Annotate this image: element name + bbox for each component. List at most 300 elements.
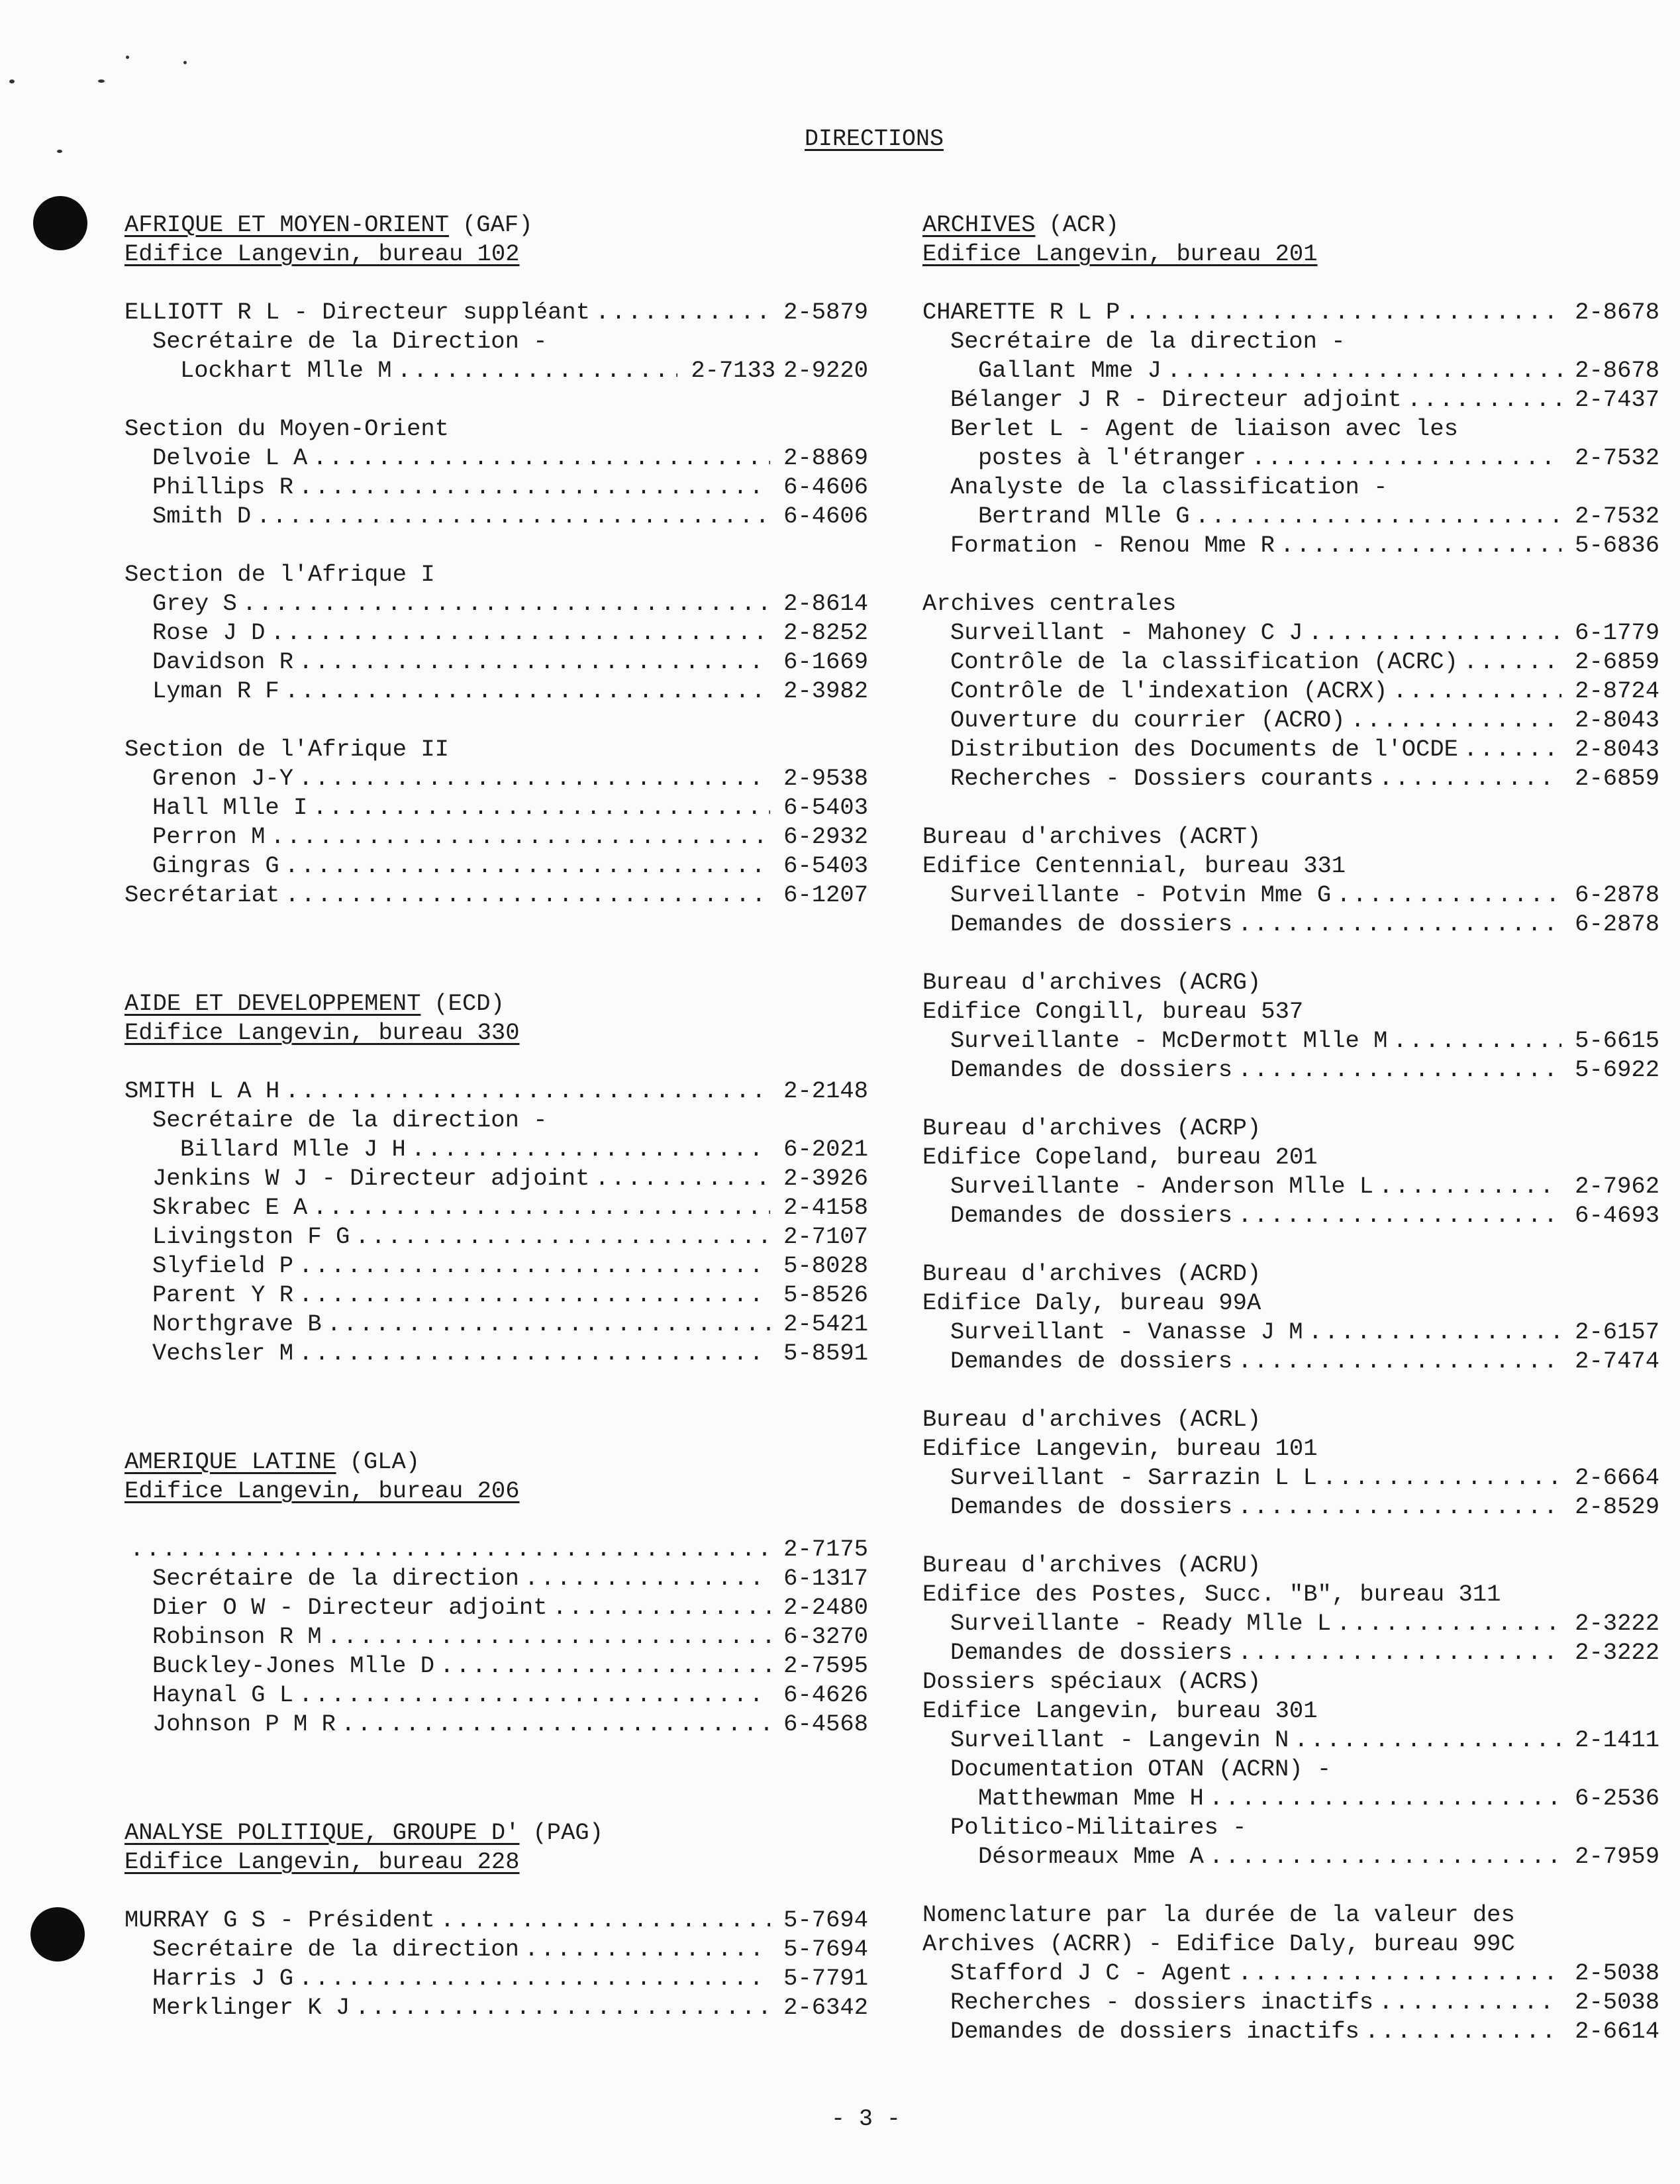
entry-name: Secrétariat xyxy=(124,881,280,909)
dot-leader xyxy=(299,1281,770,1310)
entry-name: Secrétaire de la Direction - xyxy=(152,328,548,355)
entry-name: Secrétaire de la direction xyxy=(152,1936,519,1963)
page-number: - 3 - xyxy=(831,2106,901,2132)
directory-entry xyxy=(124,1993,868,2022)
entry-name: Edifice Langevin, bureau 301 xyxy=(922,1697,1318,1724)
scan-speck xyxy=(126,56,129,59)
directory-entry xyxy=(922,1405,1659,1434)
entry-name: Section du Moyen-Orient xyxy=(124,415,449,442)
entry-name: Bureau d'archives (ACRL) xyxy=(922,1406,1261,1433)
dot-leader xyxy=(1238,1638,1561,1667)
directory-entry xyxy=(124,1593,868,1622)
dot-leader xyxy=(1238,1056,1561,1085)
entry-name: Recherches - Dossiers courants xyxy=(950,765,1374,792)
entry-phone: 2-7962 xyxy=(1575,1173,1659,1200)
page-title: DIRECTIONS xyxy=(805,126,944,152)
entry-phone: 6-4568 xyxy=(783,1711,868,1738)
directory-section xyxy=(124,211,868,910)
spacer xyxy=(922,1522,1659,1551)
entry-phone: 2-7474 xyxy=(1575,1348,1659,1375)
directory-entry xyxy=(922,677,1659,706)
entry-phone: 2-6859 xyxy=(1575,765,1659,792)
directory-entry xyxy=(922,2017,1659,2046)
dot-leader xyxy=(1309,1318,1562,1347)
dot-leader xyxy=(327,1622,771,1652)
entry-name: Archives centrales xyxy=(922,590,1177,617)
section-code: (ACR) xyxy=(1048,211,1119,238)
dot-leader xyxy=(1365,2017,1561,2046)
entry-name: Edifice Congill, bureau 537 xyxy=(922,998,1304,1025)
entry-phone: 2-7437 xyxy=(1575,386,1659,413)
entry-name: Edifice Copeland, bureau 201 xyxy=(922,1144,1318,1171)
entry-name: Gallant Mme J xyxy=(978,357,1161,384)
entry-phone: 2-3926 xyxy=(783,1165,868,1192)
dot-leader xyxy=(313,1193,770,1222)
entry-name: Stafford J C - Agent xyxy=(950,1960,1233,1987)
entry-phone: 2-6614 xyxy=(1575,2018,1659,2045)
dot-leader xyxy=(299,648,770,677)
entry-name: Bureau d'archives (ACRP) xyxy=(922,1115,1261,1142)
entry-phone: 2-6859 xyxy=(1575,648,1659,675)
section-spacer xyxy=(124,910,868,989)
dot-leader xyxy=(1379,1172,1561,1201)
dot-leader xyxy=(1379,764,1561,793)
entry-name: Davidson R xyxy=(152,648,294,675)
directory-entry xyxy=(922,415,1659,444)
directory-entry xyxy=(922,1318,1659,1347)
section-title: AMERIQUE LATINE xyxy=(124,1448,336,1475)
entry-name: Northgrave B xyxy=(152,1311,322,1338)
dot-leader xyxy=(553,1593,771,1622)
directory-entry xyxy=(124,415,868,444)
entry-phone: 6-5403 xyxy=(783,794,868,821)
entry-phone: 6-5403 xyxy=(783,852,868,879)
dot-leader xyxy=(397,356,678,385)
spacer xyxy=(922,1230,1659,1260)
directory-entry xyxy=(922,997,1659,1026)
directory-entry xyxy=(922,327,1659,356)
entry-name: ELLIOTT R L - Directeur suppléant xyxy=(124,299,591,326)
directory-section xyxy=(922,211,1659,2046)
entry-phone: 5-6922 xyxy=(1575,1056,1659,1083)
punch-hole-bottom xyxy=(30,1907,85,1961)
scan-speck xyxy=(57,150,62,153)
directory-entry xyxy=(922,502,1659,531)
directory-entry xyxy=(124,1710,868,1739)
dot-leader xyxy=(130,1535,770,1564)
directory-entry xyxy=(922,1201,1659,1230)
directory-entry xyxy=(922,706,1659,735)
directory-entry xyxy=(922,1638,1659,1667)
entry-name: Section de l'Afrique I xyxy=(124,561,435,588)
spacer xyxy=(124,269,868,298)
scan-speck xyxy=(98,79,105,83)
directory-entry xyxy=(922,1172,1659,1201)
dot-leader xyxy=(270,619,770,648)
entry-phone: 2-6157 xyxy=(1575,1318,1659,1346)
dot-leader xyxy=(313,444,770,473)
dot-leader xyxy=(327,1310,771,1339)
section-spacer xyxy=(124,1368,868,1448)
section-title: AIDE ET DEVELOPPEMENT xyxy=(124,990,421,1017)
directory-entry xyxy=(922,531,1659,560)
entry-name: Harris J G xyxy=(152,1965,294,1992)
dot-leader xyxy=(1252,444,1561,473)
entry-name: Grey S xyxy=(152,590,237,617)
directory-entry xyxy=(922,1289,1659,1318)
section-building: Edifice Langevin, bureau 228 xyxy=(124,1848,520,1875)
dot-leader xyxy=(285,852,770,881)
entry-phone: 6-2878 xyxy=(1575,911,1659,938)
entry-name: Secrétaire de la direction xyxy=(152,1565,519,1592)
entry-name: Hall Mlle I xyxy=(152,794,308,821)
directory-entry xyxy=(124,1281,868,1310)
directory-entry xyxy=(922,1755,1659,1784)
entry-name: SMITH L A H xyxy=(124,1077,280,1105)
directory-entry xyxy=(922,1813,1659,1842)
directory-entry xyxy=(922,1901,1659,1930)
entry-name: Edifice Daly, bureau 99A xyxy=(922,1289,1261,1316)
scan-speck xyxy=(9,79,15,83)
spacer xyxy=(124,1048,868,1077)
dot-leader xyxy=(285,1077,770,1106)
entry-phone: 5-8591 xyxy=(783,1340,868,1367)
dot-leader xyxy=(299,1964,770,1993)
directory-entry xyxy=(124,1310,868,1339)
directory-entry xyxy=(922,1464,1659,1493)
entry-name: Surveillante - Potvin Mme G xyxy=(950,881,1332,909)
spacer xyxy=(124,385,868,415)
directory-entry xyxy=(124,356,868,385)
section-code: (ECD) xyxy=(434,990,505,1017)
dot-leader xyxy=(1379,1988,1561,2017)
entry-name: Dier O W - Directeur adjoint xyxy=(152,1594,548,1621)
dot-leader xyxy=(1393,677,1561,706)
dot-leader xyxy=(411,1135,770,1164)
entry-phone: 2-5421 xyxy=(783,1311,868,1338)
directory-entry xyxy=(922,1580,1659,1609)
dot-leader xyxy=(1238,1347,1561,1376)
entry-name: Secrétaire de la direction - xyxy=(950,328,1346,355)
entry-name: Grenon J-Y xyxy=(152,765,294,792)
section-header xyxy=(124,1448,868,1477)
entry-phone: 2-8678 xyxy=(1575,357,1659,384)
entry-name: Demandes de dossiers xyxy=(950,1056,1233,1083)
entry-phone: 2-9220 xyxy=(783,357,868,384)
directory-entry xyxy=(124,1252,868,1281)
entry-phone: 6-4626 xyxy=(783,1681,868,1709)
directory-entry xyxy=(922,1667,1659,1697)
directory-entry xyxy=(922,1056,1659,1085)
section-code: (GLA) xyxy=(349,1448,420,1475)
directory-entry xyxy=(922,1026,1659,1056)
entry-name: Perron M xyxy=(152,823,266,850)
entry-name: Surveillant - Vanasse J M xyxy=(950,1318,1303,1346)
entry-name: Robinson R M xyxy=(152,1623,322,1650)
entry-name: Lyman R F xyxy=(152,677,279,705)
directory-entry xyxy=(124,560,868,589)
spacer xyxy=(922,1871,1659,1901)
entry-name: Secrétaire de la direction - xyxy=(152,1107,548,1134)
entry-phone: 2-8529 xyxy=(1575,1493,1659,1520)
entry-phone: 6-4606 xyxy=(783,503,868,530)
spacer xyxy=(922,1376,1659,1405)
directory-entry xyxy=(124,1193,868,1222)
entry-name: Surveillante - Anderson Mlle L xyxy=(950,1173,1374,1200)
section-title: ARCHIVES xyxy=(922,211,1036,238)
entry-phone: 2-7532 xyxy=(1575,444,1659,472)
entry-name: Surveillant - Langevin N xyxy=(950,1726,1289,1754)
entry-phone: 6-2021 xyxy=(783,1136,868,1163)
right-column xyxy=(922,211,1659,2046)
directory-entry xyxy=(922,356,1659,385)
dot-leader xyxy=(299,473,770,502)
spacer xyxy=(124,706,868,735)
entry-name: Bureau d'archives (ACRU) xyxy=(922,1552,1261,1579)
directory-entry xyxy=(124,589,868,619)
entry-name: Bertrand Mlle G xyxy=(978,503,1190,530)
entry-name: Bélanger J R - Directeur adjoint xyxy=(950,386,1402,413)
entry-phone: 2-8678 xyxy=(1575,299,1659,326)
directory-entry xyxy=(124,298,868,327)
entry-phone: 2-2148 xyxy=(783,1077,868,1105)
spacer xyxy=(922,1085,1659,1114)
directory-entry xyxy=(922,1493,1659,1522)
entry-name: Demandes de dossiers xyxy=(950,1639,1233,1666)
dot-leader xyxy=(1209,1784,1561,1813)
entry-name: Surveillante - McDermott Mlle M xyxy=(950,1027,1388,1054)
entry-name: Contrôle de l'indexation (ACRX) xyxy=(950,677,1388,705)
entry-name: Ouverture du courrier (ACRO) xyxy=(950,707,1346,734)
entry-phone: 6-1779 xyxy=(1575,619,1659,646)
dot-leader xyxy=(1407,385,1561,415)
dot-leader xyxy=(1195,502,1562,531)
entry-name: Section de l'Afrique II xyxy=(124,736,449,763)
dot-leader xyxy=(1351,706,1562,735)
directory-entry xyxy=(922,1930,1659,1959)
section-code: (GAF) xyxy=(462,211,533,238)
directory-entry xyxy=(922,1260,1659,1289)
entry-phone: 6-1207 xyxy=(783,881,868,909)
directory-entry xyxy=(124,502,868,531)
entry-name: Parent Y R xyxy=(152,1281,294,1309)
directory-entry xyxy=(124,1935,868,1964)
directory-entry xyxy=(124,677,868,706)
dot-leader xyxy=(1280,531,1561,560)
dot-leader xyxy=(242,589,770,619)
dot-leader xyxy=(299,764,770,793)
directory-entry xyxy=(124,473,868,502)
directory-entry xyxy=(124,1222,868,1252)
entry-name: Gingras G xyxy=(152,852,279,879)
directory-entry xyxy=(124,881,868,910)
directory-section xyxy=(124,1818,868,2022)
dot-leader xyxy=(595,298,770,327)
section-building: Edifice Langevin, bureau 102 xyxy=(124,240,520,268)
entry-name: Recherches - dossiers inactifs xyxy=(950,1989,1374,2016)
entry-phone: 6-1317 xyxy=(783,1565,868,1592)
directory-entry xyxy=(124,444,868,473)
directory-entry xyxy=(124,648,868,677)
spacer xyxy=(922,560,1659,589)
entry-name: Delvoie L A xyxy=(152,444,308,472)
dot-leader xyxy=(1294,1726,1561,1755)
directory-entry xyxy=(922,473,1659,502)
entry-phone-alt: 2-7133 xyxy=(691,357,776,384)
directory-entry xyxy=(922,881,1659,910)
entry-name: MURRAY G S - Président xyxy=(124,1907,435,1934)
entry-name: Berlet L - Agent de liaison avec les xyxy=(950,415,1458,442)
dot-leader xyxy=(299,1681,770,1710)
section-spacer xyxy=(124,1739,868,1818)
scan-speck xyxy=(183,61,187,64)
section-building: Edifice Langevin, bureau 206 xyxy=(124,1477,520,1505)
dot-leader xyxy=(1167,356,1561,385)
dot-leader xyxy=(1336,881,1561,910)
punch-hole-top xyxy=(33,196,87,250)
directory-entry xyxy=(922,619,1659,648)
dot-leader xyxy=(1209,1842,1561,1871)
directory-entry xyxy=(124,1535,868,1564)
entry-name: Bureau d'archives (ACRT) xyxy=(922,823,1261,850)
directory-entry xyxy=(922,298,1659,327)
entry-phone: 5-8526 xyxy=(783,1281,868,1309)
dot-leader xyxy=(1125,298,1561,327)
section-header xyxy=(922,211,1659,240)
entry-phone: 2-8043 xyxy=(1575,736,1659,763)
entry-phone: 6-4606 xyxy=(783,473,868,501)
entry-name: Lockhart Mlle M xyxy=(180,357,392,384)
entry-name: Johnson P M R xyxy=(152,1711,336,1738)
directory-entry xyxy=(124,1564,868,1593)
directory-entry xyxy=(124,1906,868,1935)
directory-entry xyxy=(124,793,868,822)
entry-name: Archives (ACRR) - Edifice Daly, bureau 99C xyxy=(922,1930,1515,1958)
entry-name: Dossiers spéciaux (ACRS) xyxy=(922,1668,1261,1695)
entry-phone: 2-4158 xyxy=(783,1194,868,1221)
entry-name: Vechsler M xyxy=(152,1340,294,1367)
directory-section xyxy=(124,989,868,1368)
entry-name: Demandes de dossiers xyxy=(950,1348,1233,1375)
directory-entry xyxy=(922,910,1659,939)
dot-leader xyxy=(1463,735,1561,764)
dot-leader xyxy=(256,502,770,531)
directory-entry xyxy=(922,1143,1659,1172)
directory-entry xyxy=(922,1697,1659,1726)
dot-leader xyxy=(270,822,770,852)
directory-entry xyxy=(922,822,1659,852)
directory-entry xyxy=(922,1609,1659,1638)
entry-name: Désormeaux Mme A xyxy=(978,1843,1204,1870)
directory-entry xyxy=(124,1339,868,1368)
dot-leader xyxy=(313,793,770,822)
entry-phone: 2-1411 xyxy=(1575,1726,1659,1754)
entry-phone: 2-7595 xyxy=(783,1652,868,1679)
entry-phone: 6-3270 xyxy=(783,1623,868,1650)
entry-phone: 6-1669 xyxy=(783,648,868,675)
entry-phone: 2-7959 xyxy=(1575,1843,1659,1870)
entry-name: Phillips R xyxy=(152,473,294,501)
directory-entry xyxy=(922,1114,1659,1143)
entry-name: Documentation OTAN (ACRN) - xyxy=(950,1756,1332,1783)
directory-entry xyxy=(124,1964,868,1993)
section-header xyxy=(124,211,868,240)
dot-leader xyxy=(524,1564,770,1593)
entry-phone: 2-8614 xyxy=(783,590,868,617)
entry-name: Demandes de dossiers inactifs xyxy=(950,2018,1359,2045)
spacer xyxy=(124,531,868,560)
directory-entry xyxy=(124,764,868,793)
entry-name: Demandes de dossiers xyxy=(950,1493,1233,1520)
dot-leader xyxy=(1238,910,1561,939)
directory-entry xyxy=(124,327,868,356)
entry-name: Demandes de dossiers xyxy=(950,911,1233,938)
entry-name: Haynal G L xyxy=(152,1681,294,1709)
directory-entry xyxy=(922,1434,1659,1464)
entry-name: Smith D xyxy=(152,503,252,530)
directory-entry xyxy=(124,852,868,881)
directory-entry xyxy=(922,1959,1659,1988)
entry-phone: 5-8028 xyxy=(783,1252,868,1279)
directory-entry xyxy=(922,1551,1659,1580)
entry-name: Formation - Renou Mme R xyxy=(950,532,1275,559)
entry-name: Surveillant - Sarrazin L L xyxy=(950,1464,1317,1491)
directory-entry xyxy=(124,1681,868,1710)
directory-entry xyxy=(922,1726,1659,1755)
spacer xyxy=(124,1506,868,1535)
entry-phone: 2-5879 xyxy=(783,299,868,326)
section-building: Edifice Langevin, bureau 330 xyxy=(124,1019,520,1046)
entry-name: Bureau d'archives (ACRG) xyxy=(922,969,1261,996)
directory-entry xyxy=(922,1347,1659,1376)
entry-name: Politico-Militaires - xyxy=(950,1814,1247,1841)
section-title: AFRIQUE ET MOYEN-ORIENT xyxy=(124,211,449,238)
entry-name: postes à l'étranger xyxy=(978,444,1246,472)
entry-phone: 5-7694 xyxy=(783,1907,868,1934)
dot-leader xyxy=(440,1652,770,1681)
entry-phone: 2-8252 xyxy=(783,619,868,646)
directory-entry xyxy=(124,1652,868,1681)
directory-entry xyxy=(124,1622,868,1652)
entry-phone: 5-7791 xyxy=(783,1965,868,1992)
entry-phone: 2-9538 xyxy=(783,765,868,792)
dot-leader xyxy=(1238,1493,1561,1522)
directory-entry xyxy=(922,589,1659,619)
entry-name: Contrôle de la classification (ACRC) xyxy=(950,648,1458,675)
entry-phone: 2-6342 xyxy=(783,1994,868,2021)
dot-leader xyxy=(440,1906,770,1935)
entry-phone: 6-2536 xyxy=(1575,1785,1659,1812)
dot-leader xyxy=(524,1935,770,1964)
directory-entry xyxy=(922,1842,1659,1871)
entry-name: Demandes de dossiers xyxy=(950,1202,1233,1229)
entry-name: Nomenclature par la durée de la valeur des xyxy=(922,1901,1515,1928)
entry-name: Jenkins W J - Directeur adjoint xyxy=(152,1165,590,1192)
directory-entry xyxy=(922,444,1659,473)
entry-name: Merklinger K J xyxy=(152,1994,350,2021)
spacer xyxy=(922,269,1659,298)
directory-section xyxy=(124,1448,868,1739)
directory-entry xyxy=(922,735,1659,764)
entry-phone: 6-2932 xyxy=(783,823,868,850)
spacer xyxy=(922,939,1659,968)
entry-name: Bureau d'archives (ACRD) xyxy=(922,1260,1261,1287)
entry-phone: 5-6836 xyxy=(1575,532,1659,559)
entry-phone: 2-5038 xyxy=(1575,1960,1659,1987)
directory-entry xyxy=(124,619,868,648)
dot-leader xyxy=(299,1252,770,1281)
spacer xyxy=(124,1877,868,1906)
